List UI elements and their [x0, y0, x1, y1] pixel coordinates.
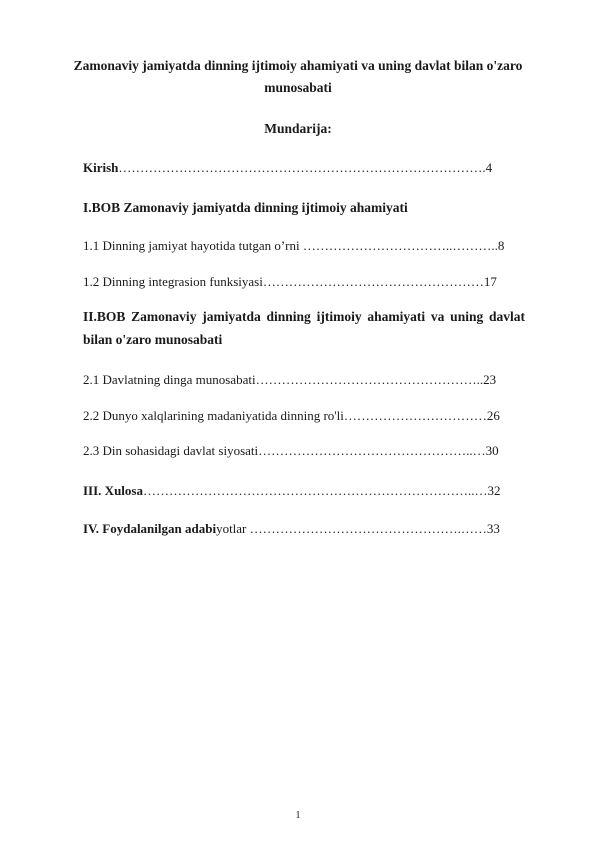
toc-entry-2-1	[83, 372, 496, 388]
toc-leader: ……………………………	[343, 408, 487, 423]
toc-entry-label-rest: yotlar	[216, 521, 250, 536]
toc-page-number: 4	[485, 160, 493, 175]
toc-leader: ……………………………………………	[262, 274, 484, 289]
toc-entry-label-bold: IV. Foydalanilgan adabi	[83, 521, 217, 536]
toc-page-number: 8	[497, 238, 505, 253]
toc-entry-kirish	[83, 160, 492, 176]
toc-page-number: 32	[487, 483, 501, 498]
toc-entry-label: III. Xulosa	[83, 483, 143, 498]
toc-page-number: 26	[486, 408, 500, 423]
toc-entry-label: 1.1 Dinning jamiyat hayotida tutgan o’rni	[83, 238, 303, 253]
toc-leader: …………………………………………..…	[258, 443, 486, 458]
toc-leader: ……………………………..………..	[302, 238, 498, 253]
toc-entry-2-2	[83, 408, 500, 424]
toc-chapter-2: II.BOB Zamonaviy jamiyatda dinning ijtimoiy ahamiyati va uning davlat bilan o'zaro munosabati	[83, 309, 525, 347]
toc-entry-xulosa	[83, 483, 500, 499]
toc-entry-label: 1.2 Dinning integrasion funksiyasi	[83, 274, 263, 289]
toc-heading: Mundarija:	[264, 121, 332, 136]
toc-page-number: 23	[483, 372, 497, 387]
toc-leader: ………………………………………….……	[249, 521, 487, 536]
toc-page-number: 30	[485, 443, 499, 458]
toc-entry-label: 2.3 Din sohasidagi davlat siyosati	[83, 443, 259, 458]
toc-entry-2-3	[83, 443, 499, 459]
toc-entry-label: 2.1 Davlatning dinga munosabati	[83, 372, 256, 387]
document-title: Zamonaviy jamiyatda dinning ijtimoiy ahamiyati va uning davlat bilan o'zaro munosabati	[73, 58, 523, 95]
toc-page-number: 33	[486, 521, 500, 536]
toc-entry-1-1	[83, 238, 504, 254]
toc-entry-adabiyotlar	[83, 521, 500, 537]
toc-page-number: 17	[483, 274, 497, 289]
toc-leader: ………………………………………………………………………….	[118, 160, 486, 175]
toc-entry-label: Kirish	[83, 160, 119, 175]
toc-leader: ……………………………………………..	[255, 372, 484, 387]
toc-chapter-1: I.BOB Zamonaviy jamiyatda dinning ijtimoiy ahamiyati	[83, 200, 408, 215]
toc-entry-label: 2.2 Dunyo xalqlarining madaniyatida dinning ro'li	[83, 408, 344, 423]
toc-entry-1-2	[83, 274, 497, 290]
page-number: 1	[295, 810, 301, 821]
toc-leader: …………………………………………………………………..…	[142, 483, 488, 498]
